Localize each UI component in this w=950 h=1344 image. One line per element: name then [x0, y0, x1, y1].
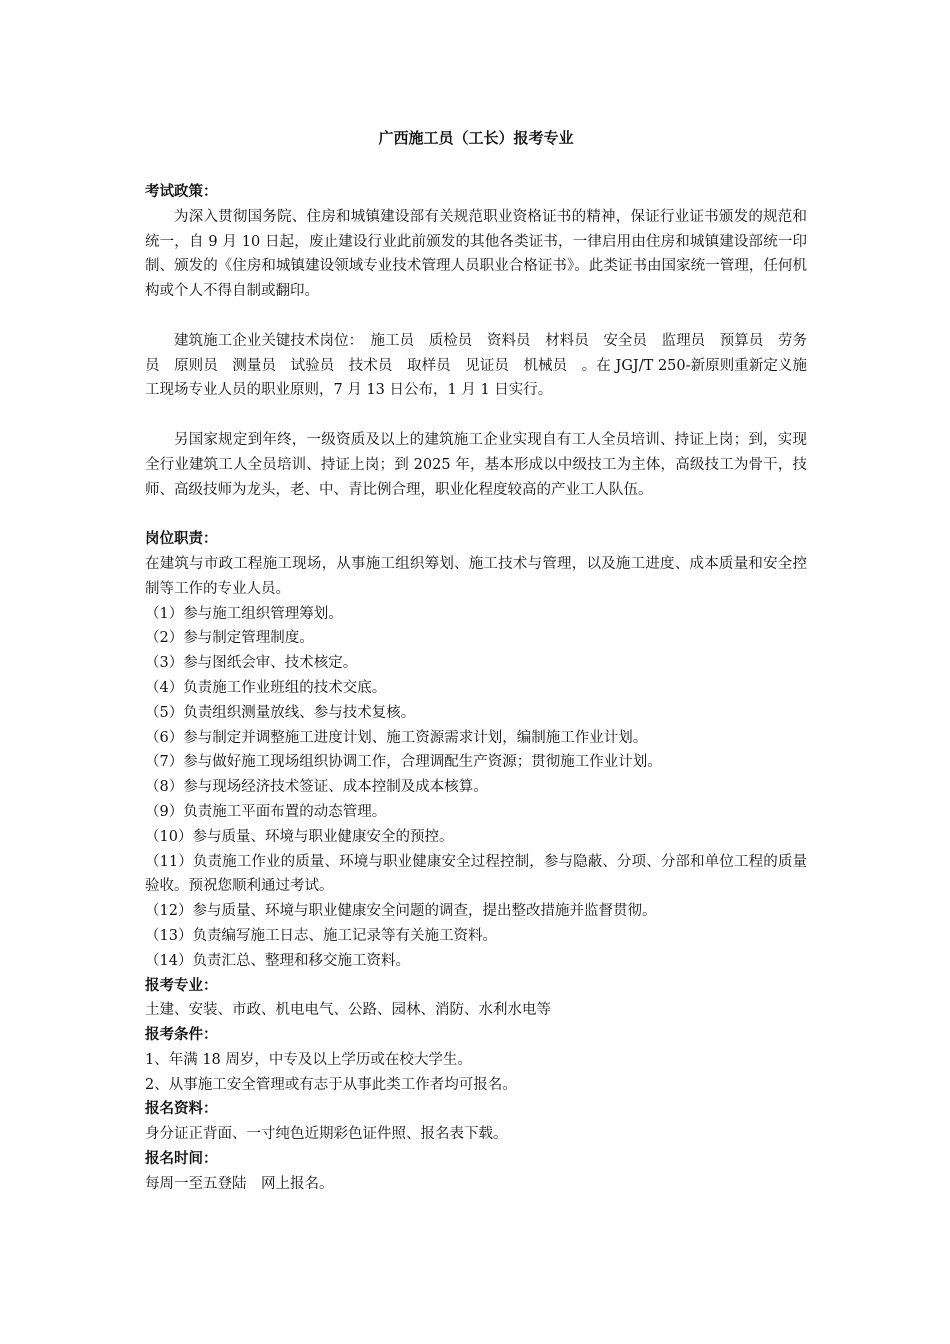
list-item: （6）参与制定并调整施工进度计划、施工资源需求计划，编制施工作业计划。 — [145, 729, 648, 746]
condition-item: 2、从事施工安全管理或有志于从事此类工作者均可报名。 — [145, 1076, 517, 1093]
exam-policy-section — [145, 180, 807, 527]
majors-section — [145, 974, 807, 1024]
duties-section — [145, 527, 807, 973]
list-item: （5）负责组织测量放线、参与技术复核。 — [145, 704, 416, 721]
conditions-heading: 报考条件： — [145, 1026, 218, 1044]
schedule-text: 每周一至五登陆 网上报名。 — [145, 1175, 334, 1192]
policy-paragraph: 另国家规定到年终，一级资质及以上的建筑施工企业实现自有工人全员培训、持证上岗；到，实现全行业建筑工人全员培训、持证上岗；到 2025 年，基本形成以中级技工为主体，高级技工为骨干，技师、高级技师为龙头，老、中、青比例合理，职业化程度较高的产业工人队伍。 — [145, 431, 807, 498]
materials-heading: 报名资料： — [145, 1100, 218, 1118]
list-item: （13）负责编写施工日志、施工记录等有关施工资料。 — [145, 927, 497, 944]
schedule-heading: 报名时间： — [145, 1150, 218, 1168]
list-item: （9）负责施工平面布置的动态管理。 — [145, 803, 387, 820]
policy-paragraph: 为深入贯彻国务院、住房和城镇建设部有关规范职业资格证书的精神，保证行业证书颁发的规范和统一，自 9 月 10 日起，废止建设行业此前颁发的其他各类证书，一律启用由住房和城镇建设部统一印制、颁发的《住房和城镇建设领域专业技术管理人员职业合格证书》。此类证书由国家统一管理，任何机构或个人不得自制或翻印。 — [145, 208, 807, 300]
list-item: （12）参与质量、环境与职业健康安全问题的调查，提出整改措施并监督贯彻。 — [145, 903, 657, 920]
list-item: （14）负责汇总、整理和移交施工资料。 — [145, 952, 410, 969]
list-item: （11）负责施工作业的质量、环境与职业健康安全过程控制，参与隐蔽、分项、分部和单位工程的质量验收。预祝您顺利通过考试。 — [145, 853, 807, 895]
conditions-section — [145, 1023, 807, 1097]
schedule-section — [145, 1147, 807, 1197]
list-item: （7）参与做好施工现场组织协调工作，合理调配生产资源；贯彻施工作业计划。 — [145, 754, 662, 771]
materials-section — [145, 1097, 807, 1147]
list-item: （2）参与制定管理制度。 — [145, 630, 314, 647]
policy-paragraph: 建筑施工企业关键技术岗位： 施工员 质检员 资料员 材料员 安全员 监理员 预算员 劳务员 原则员 测量员 试验员 技术员 取样员 见证员 机械员 。在 JGJ/T 250-新原则重新定义施工现场专业人员的职业原则，7 月 13 日公布，1 月 1 日实行。 — [145, 332, 807, 399]
majors-text: 土建、安装、市政、机电电气、公路、园林、消防、水利水电等 — [145, 1002, 551, 1019]
exam-policy-heading: 考试政策： — [145, 183, 218, 200]
list-item: （8）参与现场经济技术签证、成本控制及成本核算。 — [145, 779, 488, 796]
list-item: （3）参与图纸会审、技术核定。 — [145, 655, 358, 672]
condition-item: 1、年满 18 周岁，中专及以上学历或在校大学生。 — [145, 1051, 472, 1068]
duties-intro: 在建筑与市政工程施工现场，从事施工组织筹划、施工技术与管理，以及施工进度、成本质量和安全控制等工作的专业人员。 — [145, 555, 807, 597]
list-item: （4）负责施工作业班组的技术交底。 — [145, 679, 387, 696]
list-item: （1）参与施工组织管理筹划。 — [145, 605, 343, 622]
duties-list — [145, 602, 807, 974]
document-title: 广西施工员（工长）报考专业 — [378, 129, 574, 147]
blank-line — [145, 502, 807, 527]
blank-line — [145, 403, 807, 428]
majors-heading: 报考专业： — [145, 976, 218, 994]
duties-heading: 岗位职责： — [145, 530, 218, 548]
document-page — [145, 128, 807, 1197]
list-item: （10）参与质量、环境与职业健康安全的预控。 — [145, 828, 454, 845]
materials-text: 身分证正背面、一寸纯色近期彩色证件照、报名表下载。 — [145, 1126, 508, 1143]
blank-line — [145, 304, 807, 329]
